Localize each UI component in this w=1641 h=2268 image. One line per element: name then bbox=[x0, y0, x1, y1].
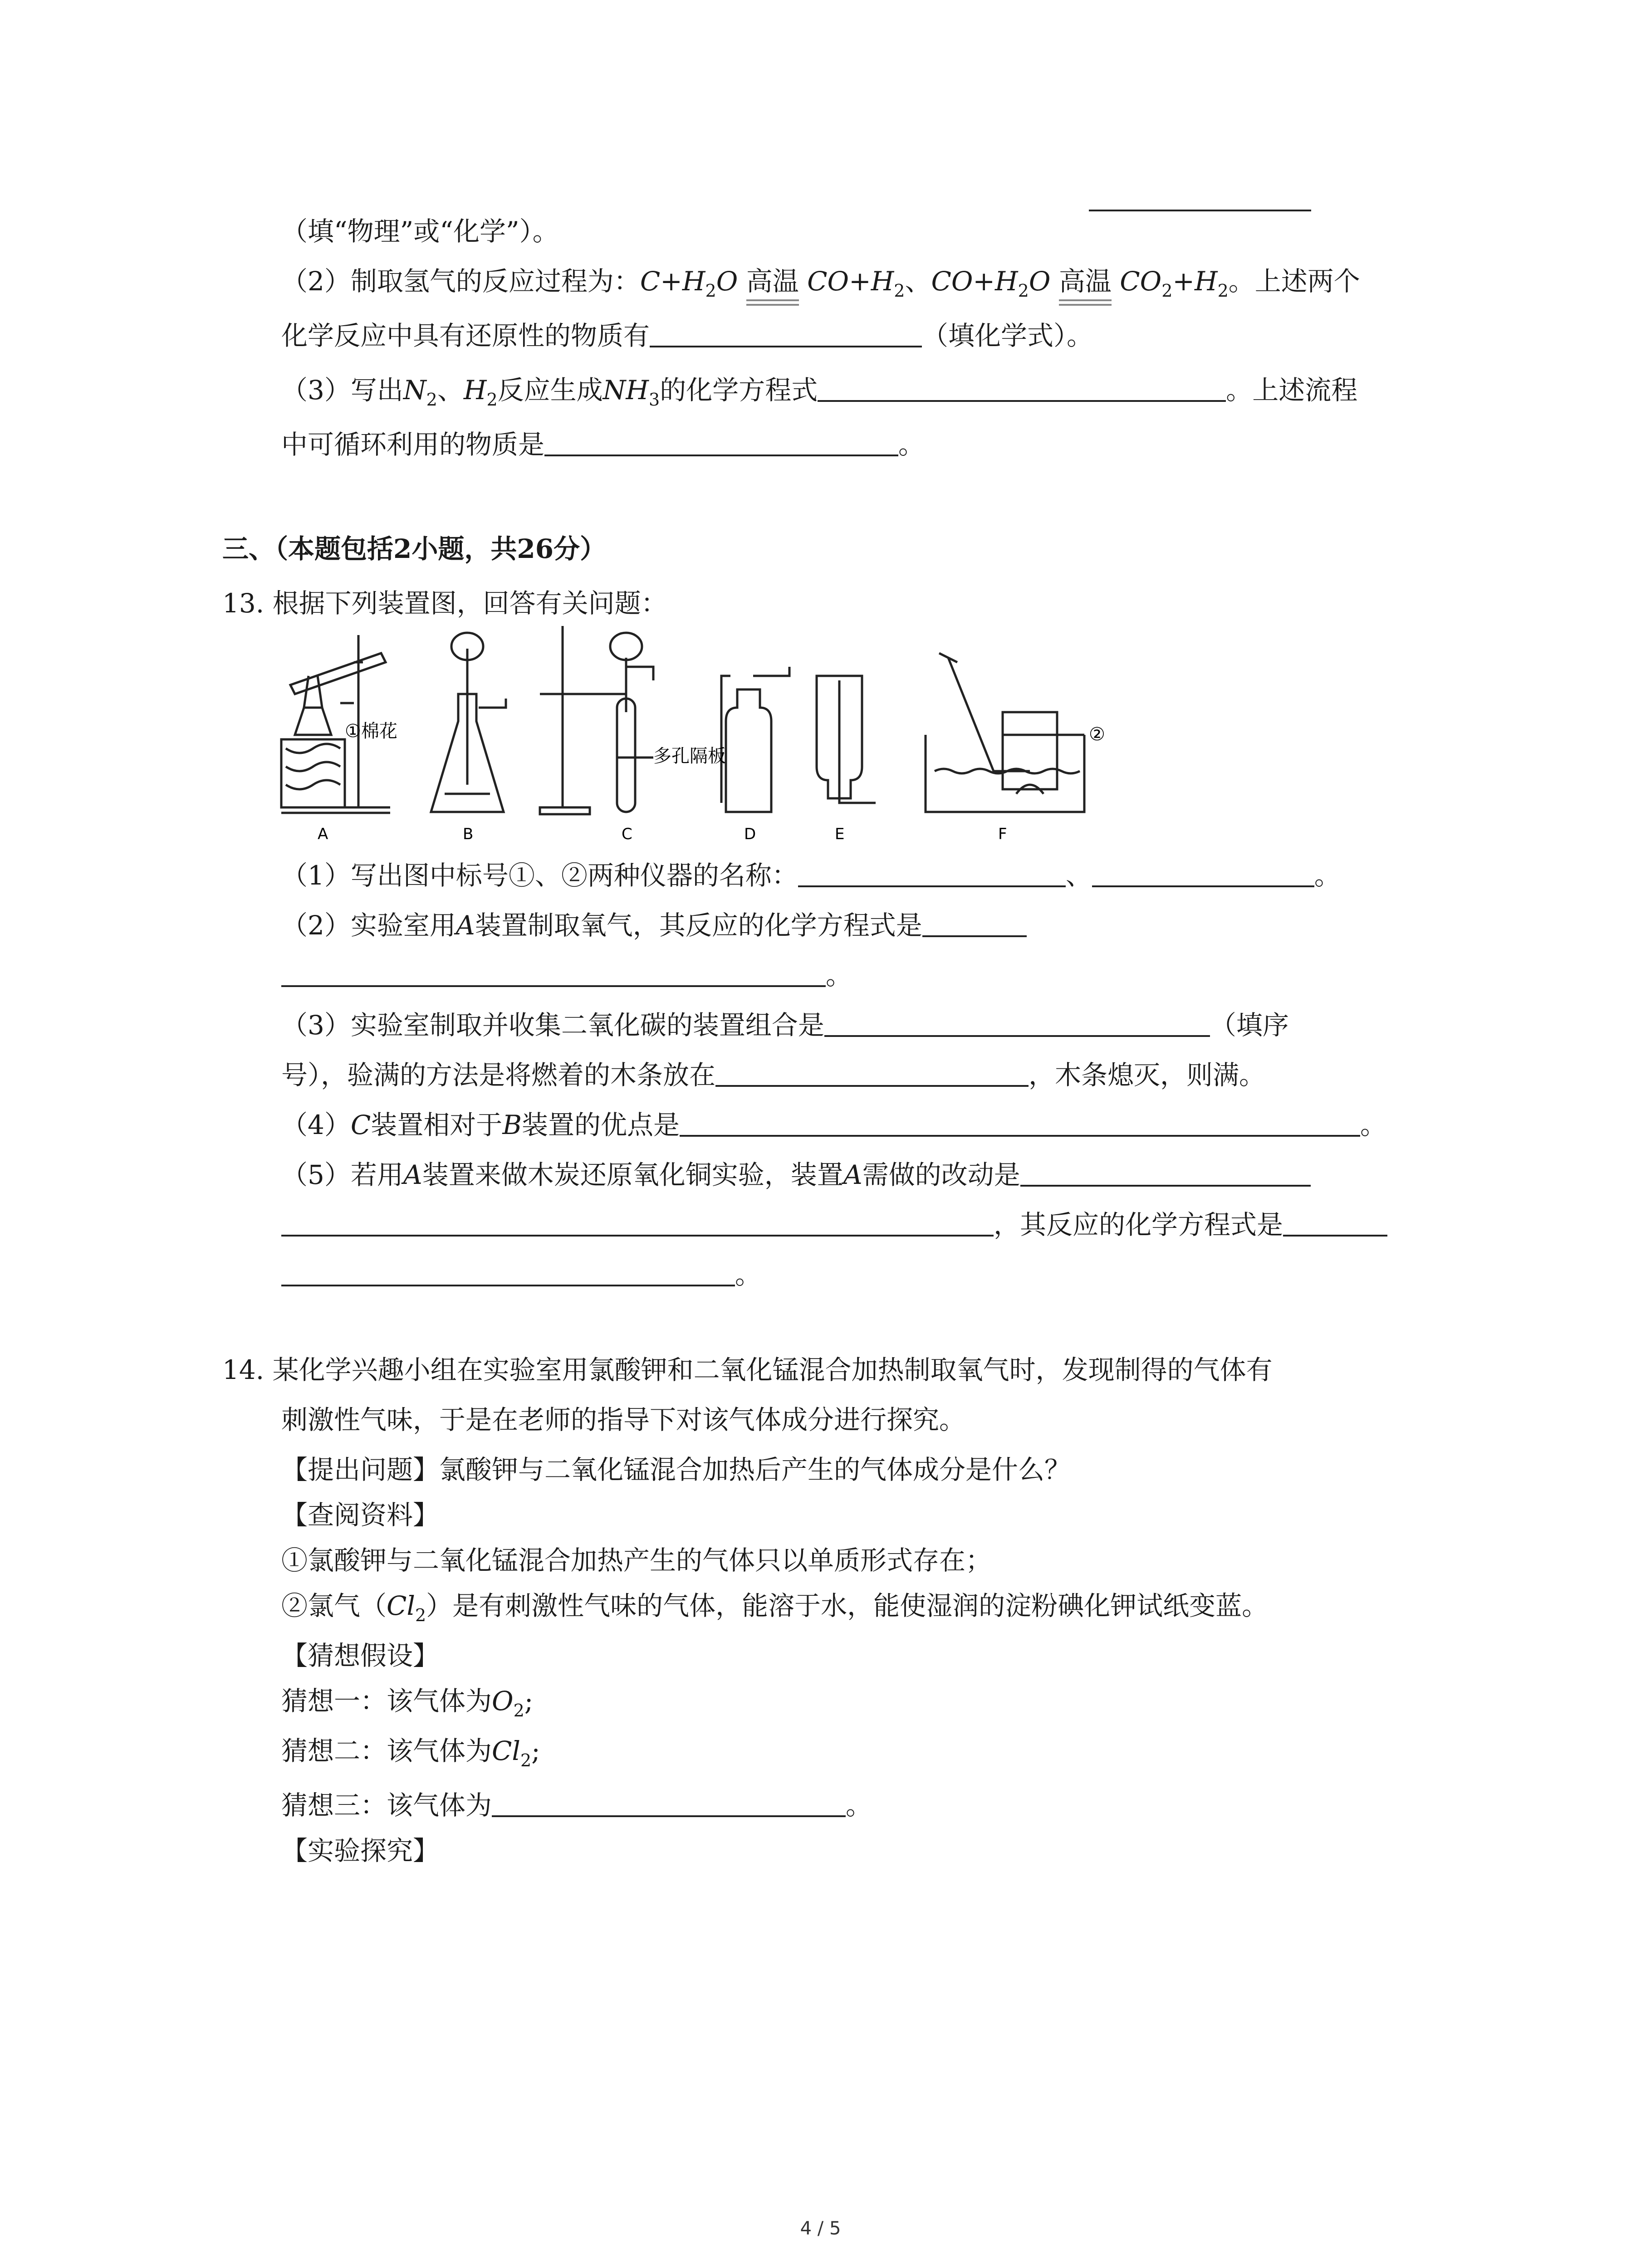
apparatus-figure bbox=[272, 621, 1134, 848]
q13-part1: （1）写出图中标号①、②两种仪器的名称： 、 。 bbox=[281, 857, 1341, 894]
q13-part3: （3）实验室制取并收集二氧化碳的装置组合是 （填序 bbox=[281, 1007, 1289, 1043]
q12-line2: （2）制取氢气的反应过程为：$C+H_2O$ 高温 $CO+H_2$、$CO+H_2O$ 高温 $CO_2+H_2$。上述两个 bbox=[281, 263, 1360, 309]
advantage-blank[interactable] bbox=[680, 1108, 1360, 1137]
apparatus-f bbox=[926, 653, 1084, 812]
label-c: C bbox=[622, 825, 632, 843]
modification-blank-2[interactable] bbox=[281, 1207, 994, 1237]
apparatus-b bbox=[431, 633, 506, 812]
high-temp-condition: 高温 bbox=[1059, 263, 1112, 302]
q13-part2: （2）实验室用A装置制取氧气，其反应的化学方程式是 bbox=[281, 907, 1027, 943]
q14-hyp-1: 猜想一：该气体为$O_2$; bbox=[281, 1686, 534, 1721]
q12-line5: 中可循环利用的物质是 。 bbox=[281, 426, 925, 463]
label-f: F bbox=[998, 825, 1007, 843]
q13-stem: 13. 根据下列装置图，回答有关问题： bbox=[222, 588, 667, 619]
q14-ref-1: ①氯酸钾与二氧化锰混合加热产生的气体只以单质形式存在； bbox=[281, 1545, 992, 1576]
q12-line3: 化学反应中具有还原性的物质有 （填化学式）。 bbox=[281, 318, 1093, 354]
label-d: D bbox=[744, 825, 756, 843]
page-number: 4 / 5 bbox=[800, 2218, 841, 2239]
carbon-equation-blank-2[interactable] bbox=[281, 1257, 735, 1286]
q14-question: 【提出问题】氯酸钾与二氧化锰混合加热后产生的气体成分是什么？ bbox=[281, 1454, 1071, 1485]
porous-plate-label: 多孔隔板 bbox=[653, 746, 726, 767]
instrument-2-blank[interactable] bbox=[1092, 858, 1314, 887]
q14-hyp-title: 【猜想假设】 bbox=[281, 1640, 440, 1671]
q12-line1: （填“物理”或“化学”）。 bbox=[281, 216, 559, 247]
q14-ref-2: ②氯气$(Cl_2)$是有刺激性气味的气体，能溶于水，能使湿润的淀粉碘化钾试纸变蓝。 bbox=[281, 1590, 1269, 1625]
instrument-1-blank[interactable] bbox=[798, 858, 1066, 887]
q14-hyp-3: 猜想三：该气体为 。 bbox=[281, 1787, 872, 1823]
reducing-agent-blank[interactable] bbox=[650, 318, 922, 347]
apparatus-c bbox=[540, 626, 653, 814]
q14-stem-2: 刺激性气味，于是在老师的指导下对该气体成分进行探究。 bbox=[281, 1404, 966, 1435]
label-e: E bbox=[835, 825, 845, 843]
q13-part4: （4）C装置相对于B装置的优点是 。 bbox=[281, 1107, 1386, 1143]
label-b: B bbox=[463, 825, 474, 843]
q14-stem-1: 14. 某化学兴趣小组在实验室用氯酸钾和二氧化锰混合加热制取氧气时，发现制得的气体有 bbox=[222, 1354, 1273, 1385]
high-temp-condition: 高温 bbox=[746, 263, 799, 302]
q13-part5: （5）若用A装置来做木炭还原氧化铜实验，装置A需做的改动是 bbox=[281, 1157, 1311, 1193]
oxygen-equation-blank-2[interactable] bbox=[281, 958, 826, 987]
answer-blank-top[interactable] bbox=[1089, 181, 1311, 218]
section-title: 三、（本题包括2小题，共26分） bbox=[222, 533, 607, 564]
cotton-label: ①棉花 bbox=[345, 721, 397, 742]
q12-line4: （3）写出$N_2$、$H_2$反应生成$NH_3$的化学方程式 。上述流程 bbox=[281, 372, 1357, 418]
q13-part2-cont: 。 bbox=[281, 957, 852, 993]
check-full-position-blank[interactable] bbox=[715, 1058, 1029, 1087]
q13-part3-cont: 号），验满的方法是将燃着的木条放在 ，木条熄灭，则满。 bbox=[281, 1057, 1265, 1093]
label-a: A bbox=[318, 825, 328, 843]
ammonia-equation-blank[interactable] bbox=[818, 373, 1226, 402]
q13-part5-cont: ，其反应的化学方程式是 bbox=[281, 1207, 1387, 1243]
q14-hyp-2: 猜想二：该气体为$Cl_2$; bbox=[281, 1735, 540, 1770]
instrument-2-label: ② bbox=[1089, 724, 1105, 745]
q13-part5-cont2: 。 bbox=[281, 1256, 761, 1293]
apparatus-d bbox=[721, 667, 789, 812]
hypothesis-3-blank[interactable] bbox=[492, 1788, 846, 1817]
carbon-equation-blank-1[interactable] bbox=[1283, 1207, 1387, 1237]
apparatus-e bbox=[817, 676, 876, 803]
q14-exp-title: 【实验探究】 bbox=[281, 1835, 440, 1866]
co2-apparatus-blank[interactable] bbox=[824, 1008, 1210, 1037]
oxygen-equation-blank-1[interactable] bbox=[922, 908, 1027, 937]
modification-blank-1[interactable] bbox=[1020, 1158, 1311, 1187]
recycle-substance-blank[interactable] bbox=[544, 427, 898, 456]
q14-refs-title: 【查阅资料】 bbox=[281, 1500, 440, 1530]
